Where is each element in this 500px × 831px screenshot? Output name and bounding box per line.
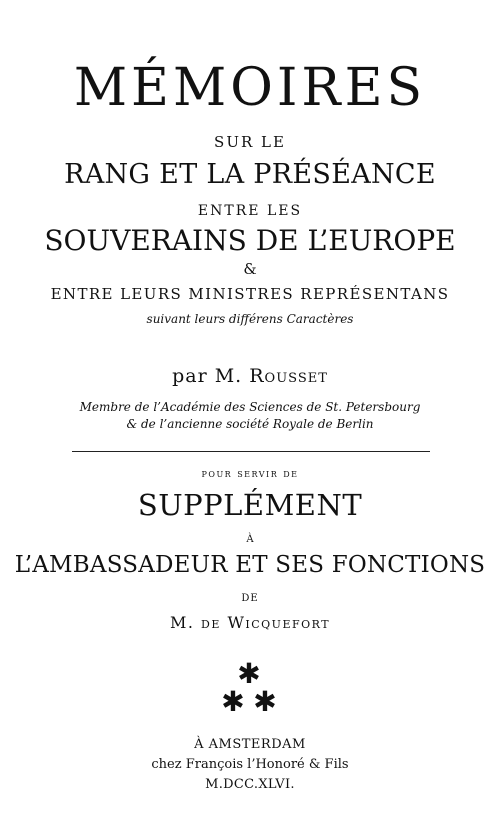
asterism-star-top: ✱ xyxy=(237,657,261,690)
subtitle-suivant: suivant leurs différens Caractères xyxy=(146,312,354,326)
asterism-star-left: ✱ xyxy=(221,685,245,718)
subtitle-ministres: ENTRE LEURS MINISTRES REPRÉSENTANS xyxy=(50,285,450,303)
ambassadeur-heading: L’AMBASSADEUR ET SES FONCTIONS xyxy=(14,552,486,578)
asterism-star-right: ✱ xyxy=(253,685,277,718)
a-word: À xyxy=(246,534,254,545)
author-prefix: par M. xyxy=(172,365,250,387)
divider-rule xyxy=(72,451,430,452)
author-name: Rousset xyxy=(249,365,328,387)
wicquefort-line: M. de Wicquefort xyxy=(169,613,331,632)
subtitle-entre-les: ENTRE LES xyxy=(197,203,303,219)
subtitle-sur-le: SUR LE xyxy=(214,133,286,151)
author-membership-line-2: & de l’ancienne société Royale de Berlin xyxy=(126,417,374,431)
author-membership-line-1: Membre de l’Académie des Sciences de St. Petersbourg xyxy=(79,400,421,414)
de-word: DE xyxy=(241,593,259,604)
imprint-city: À AMSTERDAM xyxy=(194,737,306,752)
pour-servir-line: pour servir de xyxy=(201,467,299,480)
subtitle-souverains: SOUVERAINS DE L’EUROPE xyxy=(44,224,456,257)
supplement-heading: SUPPLÉMENT xyxy=(137,488,363,522)
imprint-year: M.DCC.XLVI. xyxy=(205,777,295,792)
page-title: MÉMOIRES xyxy=(73,58,427,118)
ampersand: & xyxy=(243,260,257,278)
subtitle-rang: RANG ET LA PRÉSÉANCE xyxy=(64,159,436,190)
author-line xyxy=(0,364,500,388)
imprint-publisher: chez François l’Honoré & Fils xyxy=(151,757,349,772)
